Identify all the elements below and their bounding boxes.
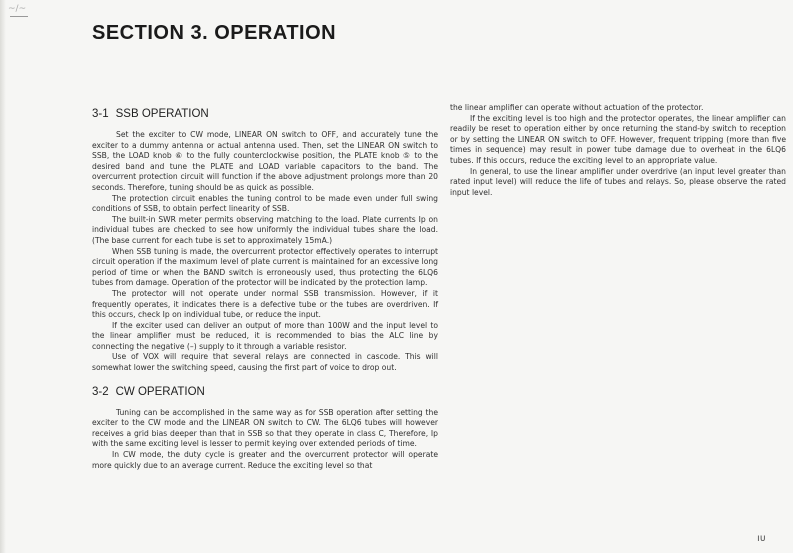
cw-heading-text: CW OPERATION xyxy=(115,385,205,398)
corner-scribble: ~/~ xyxy=(8,4,27,14)
ssb-paragraph: If the exciter used can deliver an output of more than 100W and the input level to the linear amplifier must be reduced, it is recommended to bias the ALC line by connecting the negative (–) supply to it through a variable resistor. xyxy=(92,320,438,351)
corner-rule xyxy=(10,16,28,17)
ssb-paragraph: The protector will not operate under normal SSB transmission. However, if it frequently operates, it indicates there is a defective tube or the tubes are overdriven. If this occurs, check Ip on individual tube, or reduce the input. xyxy=(92,288,438,320)
page-binding-shadow xyxy=(0,0,6,553)
ssb-heading xyxy=(92,108,438,120)
ssb-paragraph: The built-in SWR meter permits observing matching to the load. Plate currents Ip on individual tubes are checked to see how uniformly the individual tubes share the load. (The base current for each tube is set to approximately 15mA.) xyxy=(92,214,438,245)
cw-paragraph: In CW mode, the duty cycle is greater and the overcurrent protector will operate more quickly due to an average current. Reduce the exciting level so that xyxy=(92,450,438,470)
cw-heading-number: 3-2 xyxy=(92,385,109,398)
page-number: ıᴜ xyxy=(757,533,766,544)
cw-paragraph: Tuning can be accomplished in the same way as for SSB operation after setting the exciter to the CW mode and the LINEAR ON switch to CW. The 6LQ6 tubes will however receives a grid bias deeper than that in SSB so that they operate in class C, Therefore, Ip with the same exciting level is lesser to permit keying over extended periods of time. xyxy=(92,407,438,449)
ssb-heading-text: SSB OPERATION xyxy=(115,108,209,120)
ssb-paragraph: When SSB tuning is made, the overcurrent protector effectively operates to interrupt circuit operation if the maximum level of plate current is maintained for an excessive long period of time or when the BAND switch is erroneously used, thus protecting the 6LQ6 tubes from damage. Operation of the protector will be indicated by the protection lamp. xyxy=(92,246,438,288)
section-title: SECTION 3. OPERATION xyxy=(92,22,337,44)
cw-heading xyxy=(92,386,438,398)
left-column xyxy=(92,108,438,471)
ssb-paragraph: The protection circuit enables the tuning control to be made even under full swing conditions of SSB, to obtain perfect linearity of SSB. xyxy=(92,193,438,214)
ssb-heading-number: 3-1 xyxy=(92,108,109,120)
right-paragraph: In general, to use the linear amplifier under overdrive (an input level greater than rated input level) will reduce the life of tubes and relays. So, please observe the rated input level. xyxy=(450,166,786,197)
ssb-paragraph: Use of VOX will require that several relays are connected in cascode. This will somewhat lower the switching speed, causing the first part of voice to drop out. xyxy=(92,352,438,373)
right-paragraph: If the exciting level is too high and the protector operates, the linear amplifier can readily be reset to operation either by once returning the stand-by switch to reception or by setting the LINEAR ON switch to OFF. However, frequent tripping (more than five times in sequence) may result in power tube damage due to overheat in the 6LQ6 tubes. If this occurs, reduce the exciting level to an appropriate value. xyxy=(450,113,786,165)
right-column xyxy=(450,103,786,198)
right-paragraph: the linear amplifier can operate without actuation of the protector. xyxy=(450,103,704,112)
ssb-paragraph: Set the exciter to CW mode, LINEAR ON switch to OFF, and accurately tune the exciter to a dummy antenna or actual antenna used. Then, set the LINEAR ON switch to SSB, the LOAD knob ⑥ to the fully counterclockwise position, the PLATE knob ⑤ to the desired band and tune the PLATE and LOAD variable capacitors to the band. The overcurrent protection circuit will function if the above adjustment prolongs more than 20 seconds. Therefore, tuning should be as quick as possible. xyxy=(92,130,438,192)
